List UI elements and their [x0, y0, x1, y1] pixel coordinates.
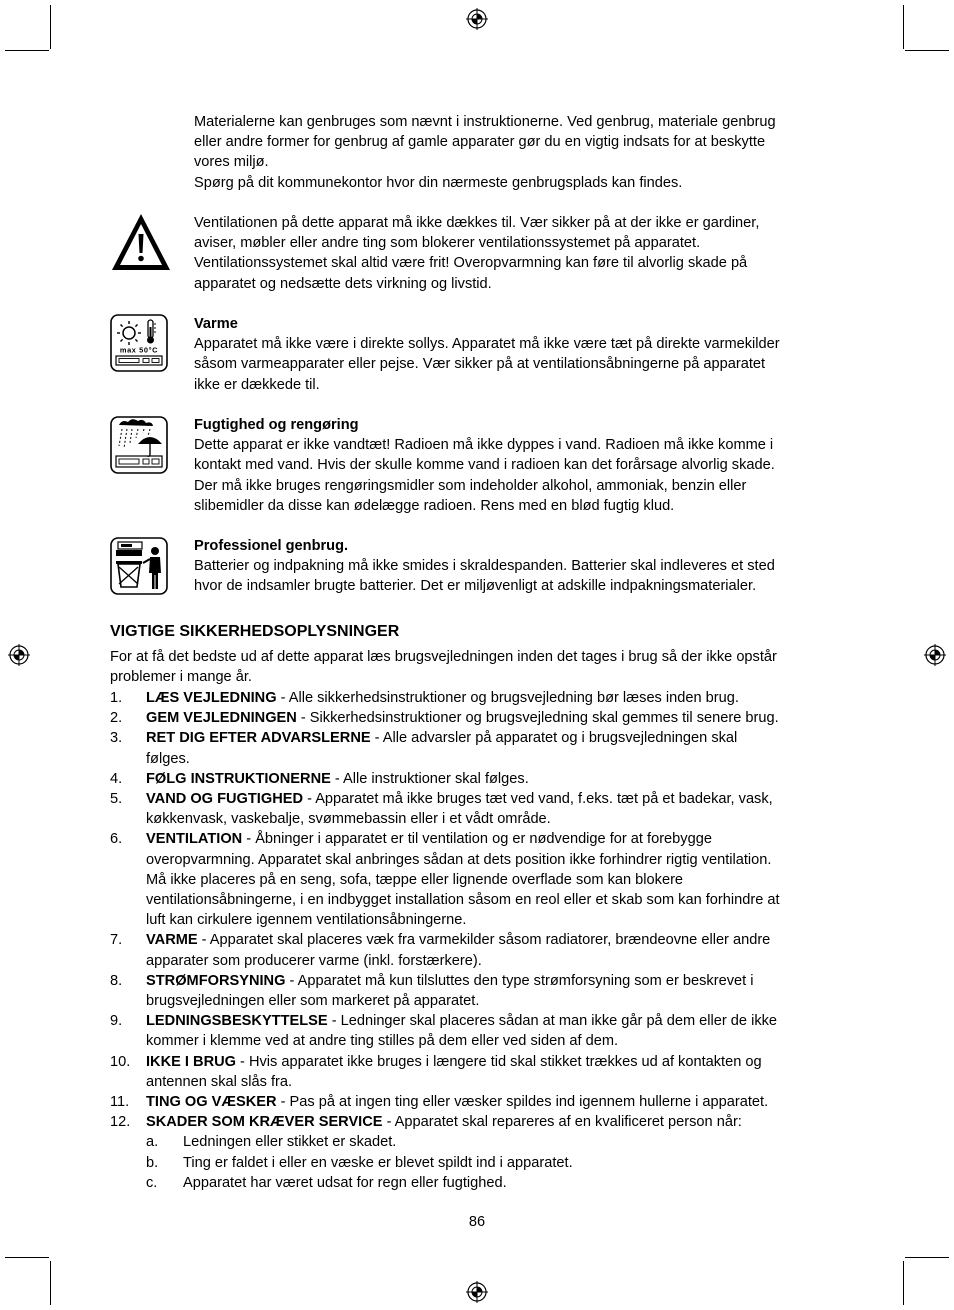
sub-list-text: Ledningen eller stikket er skadet.	[183, 1134, 397, 1151]
registration-mark-icon	[924, 644, 946, 666]
list-line	[146, 829, 852, 849]
list-line	[146, 910, 852, 930]
list-text	[146, 1011, 852, 1051]
list-number: 9.	[110, 1013, 123, 1030]
heat-paragraph	[194, 314, 854, 395]
list-line	[146, 951, 852, 971]
list-line	[146, 1031, 852, 1051]
list-line	[146, 769, 852, 789]
max-temp-label: max 50°C	[119, 345, 159, 355]
list-line-text: antennen skal slås fra.	[146, 1073, 293, 1090]
rain-umbrella-icon	[110, 416, 168, 474]
list-item-title: IKKE I BRUG	[146, 1053, 236, 1070]
list-text	[146, 1092, 852, 1112]
list-line-text: Må ikke placeres på en seng, sofa, tæppe eller lignende overflade som kan blokere	[146, 871, 684, 888]
list-number: 12.	[110, 1114, 131, 1131]
list-line-text: køkkenvask, vaskebalje, svømmebassin eller i et vådt område.	[146, 811, 551, 828]
list-line-text: - Åbninger i apparatet er til ventilation og er nødvendige for at forebygge	[242, 831, 712, 848]
list-text	[146, 829, 852, 930]
moisture-paragraph	[194, 415, 854, 516]
list-line	[146, 688, 852, 708]
text-line: For at få det bedste ud af dette apparat læs brugsvejledningen inden det tages i brug så der ikke opstår	[110, 649, 777, 665]
list-line	[146, 971, 852, 991]
waste-bin-disposal-icon	[110, 537, 168, 595]
text-line: ikke er dækkede til.	[194, 376, 320, 393]
list-item-title: GEM VEJLEDNINGEN	[146, 710, 297, 727]
recycle-intro-paragraph	[194, 112, 854, 193]
registration-mark-icon	[466, 8, 488, 30]
list-line-text: - Sikkerhedsinstruktioner og brugsvejledning skal gemmes til senere brug.	[296, 710, 779, 727]
list-line-text: kommer i klemme ved at andre ting stilles på dem eller ved siden af dem.	[146, 1033, 619, 1050]
text-line: Der må ikke bruges rengøringsmidler som indeholder alkohol, ammoniak, benzin eller	[194, 477, 747, 494]
list-line	[146, 991, 852, 1011]
list-item-title: RET DIG EFTER ADVARSLERNE	[146, 730, 371, 747]
crop-mark	[905, 1257, 949, 1258]
text-line: Ventilationen på dette apparat må ikke dækkes til. Vær sikker på at der ikke er gardiner,	[194, 215, 760, 231]
crop-mark	[903, 1261, 904, 1305]
text-line: kontakt med vand. Hvis der skulle komme vand i radioen kan det forårsage alvorlig skade.	[194, 457, 775, 474]
list-line-text: ventilationsåbningerne, i en indbygget installation såsom en reol eller et skab som kan forhindre at	[146, 892, 780, 908]
crop-mark	[50, 5, 51, 49]
list-line	[146, 809, 852, 829]
list-line-text: overopvarmning. Apparatet skal anbringes sådan at dets position ikke forhindrer rigtig ventilation.	[146, 851, 772, 868]
sub-list-text: Apparatet har været udsat for regn eller fugtighed.	[183, 1174, 507, 1191]
list-text	[146, 930, 852, 970]
list-item-title: TING OG VÆSKER	[146, 1094, 277, 1110]
list-line-text: - Apparatet skal placeres væk fra varmekilder såsom radiatorer, brændeovne eller andre	[197, 932, 771, 949]
list-line-text: - Apparatet skal repareres af en kvalificeret person når:	[382, 1114, 742, 1131]
list-number: 2.	[110, 710, 123, 727]
list-line-text: - Hvis apparatet ikke bruges i længere tid skal stikket trækkes ud af kontakten og	[236, 1053, 762, 1070]
list-number: 7.	[110, 932, 123, 949]
list-line-text: - Apparatet må ikke bruges tæt ved vand, f.eks. tæt på et badekar, vask,	[303, 791, 773, 807]
list-item-title: SKADER SOM KRÆVER SERVICE	[146, 1114, 383, 1131]
heat-title: Varme	[194, 316, 238, 332]
text-line: vores miljø.	[194, 154, 269, 171]
list-line-text: apparater som producerer varme (inkl. forstærkere).	[146, 952, 482, 969]
list-line	[146, 1072, 852, 1092]
text-line: problemer i mange år.	[110, 669, 252, 686]
list-line	[146, 1112, 852, 1132]
text-line: Dette apparat er ikke vandtæt! Radioen må ikke dyppes i vand. Radioen må ikke komme i	[194, 437, 774, 454]
warning-triangle-icon	[110, 211, 172, 273]
sub-list-letter: c.	[146, 1174, 158, 1191]
recycle-title: Professionel genbrug.	[194, 538, 349, 554]
registration-mark-icon	[466, 1281, 488, 1303]
list-line-text: luft kan cirkulere igennem ventilationsåbningerne.	[146, 912, 467, 929]
list-text	[146, 971, 852, 1011]
list-number: 6.	[110, 831, 123, 848]
list-line	[146, 1052, 852, 1072]
list-line	[146, 890, 852, 910]
list-line-text: - Alle instruktioner skal følges.	[330, 770, 529, 787]
list-item-title: STRØMFORSYNING	[146, 972, 286, 989]
crop-mark	[50, 1261, 51, 1305]
list-item-title: VARME	[146, 932, 198, 949]
moisture-title: Fugtighed og rengøring	[194, 417, 359, 433]
sub-list-letter: b.	[146, 1154, 159, 1171]
text-line: Batterier og indpakning må ikke smides i skraldespanden. Batterier skal indleveres et sted	[194, 558, 775, 575]
list-item-title: VAND OG FUGTIGHED	[146, 791, 304, 807]
list-text	[146, 769, 852, 789]
list-number: 8.	[110, 972, 123, 989]
list-number: 5.	[110, 791, 123, 807]
list-line	[146, 1092, 852, 1112]
page-number: 86	[468, 1214, 486, 1230]
list-item-title: FØLG INSTRUKTIONERNE	[146, 770, 331, 787]
list-line-text: følges.	[146, 750, 190, 767]
text-line: såsom varmeapparater eller pejse. Vær sikker på at ventilationsåbningerne på apparatet	[194, 356, 766, 373]
sub-list-text: Ting er faldet i eller en væske er blevet spildt ind i apparatet.	[183, 1154, 573, 1171]
list-line-text: - Alle sikkerhedsinstruktioner og brugsvejledning bør læses inden brug.	[276, 690, 739, 706]
sub-list-letter: a.	[146, 1134, 159, 1151]
list-line-text: - Pas på at ingen ting eller væsker spildes ind igennem hullerne i apparatet.	[276, 1094, 769, 1110]
text-line: Apparatet må ikke være i direkte sollys. Apparatet må ikke være tæt på direkte varmekilder	[194, 336, 780, 353]
safety-intro	[110, 647, 860, 687]
list-line-text: - Alle advarsler på apparatet og i brugsvejledningen skal	[370, 730, 738, 747]
heat-sun-thermometer-icon	[110, 314, 168, 372]
list-text	[146, 688, 852, 708]
crop-mark	[905, 50, 949, 51]
list-number: 10.	[110, 1053, 131, 1070]
list-text	[146, 1112, 852, 1132]
list-text	[146, 708, 852, 728]
text-line: aviser, møbler eller andre ting som blokerer ventilationssystemet på apparatet.	[194, 235, 701, 252]
text-line: eller andre former for genbrug af gamle apparater gør du en vigtig indsats for at beskytte	[194, 134, 766, 151]
registration-mark-icon	[8, 644, 30, 666]
list-line	[146, 749, 852, 769]
crop-mark	[903, 5, 904, 49]
list-text	[146, 728, 852, 768]
list-line	[146, 1011, 852, 1031]
list-text	[146, 789, 852, 829]
list-line	[146, 850, 852, 870]
text-line: apparatet og nedsætte dets virkning og livstid.	[194, 275, 492, 292]
list-number: 3.	[110, 730, 123, 747]
list-line	[146, 930, 852, 950]
list-item-title: VENTILATION	[146, 831, 243, 848]
text-line: Materialerne kan genbruges som nævnt i instruktionerne. Ved genbrug, materiale genbrug	[194, 114, 776, 130]
list-text	[146, 1052, 852, 1092]
crop-mark	[5, 50, 49, 51]
list-line	[146, 870, 852, 890]
list-line-text: - Ledninger skal placeres sådan at man ikke går på dem eller de ikke	[327, 1013, 778, 1030]
list-number: 11.	[110, 1094, 130, 1110]
text-line: slibemidler da disse kan ødelægge radioen. Rens med en blød fugtig klud.	[194, 497, 675, 514]
safety-heading: VIGTIGE SIKKERHEDSOPLYSNINGER	[110, 623, 400, 640]
list-item-title: LÆS VEJLEDNING	[146, 690, 277, 706]
crop-mark	[5, 1257, 49, 1258]
list-line-text: - Apparatet må kun tilsluttes den type strømforsyning som er beskrevet i	[285, 972, 754, 989]
list-line	[146, 728, 852, 748]
list-line-text: brugsvejledningen eller som markeret på apparatet.	[146, 993, 480, 1009]
list-number: 4.	[110, 770, 123, 787]
list-line	[146, 708, 852, 728]
list-line	[146, 789, 852, 809]
text-line: hvor de indsamler brugte batterier. Det er miljøvenligt at adskille indpakningsmaterialer.	[194, 578, 757, 595]
list-number: 1.	[110, 690, 123, 706]
text-line: Spørg på dit kommunekontor hvor din nærmeste genbrugsplads kan findes.	[194, 174, 683, 191]
list-item-title: LEDNINGSBESKYTTELSE	[146, 1013, 328, 1030]
recycle-paragraph	[194, 536, 854, 597]
text-line: Ventilationssystemet skal altid være frit! Overopvarmning kan føre til alvorlig skade på	[194, 255, 748, 272]
ventilation-paragraph	[194, 213, 854, 294]
